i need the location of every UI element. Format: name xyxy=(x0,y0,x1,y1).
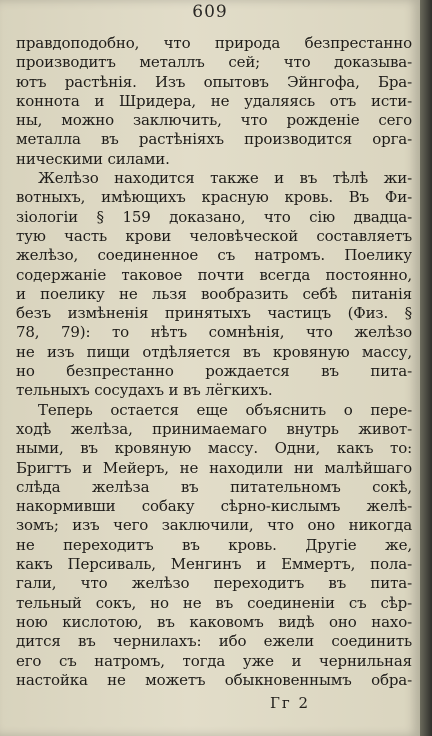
text-line: желѣзо, соединенное съ натромъ. Поелику xyxy=(16,246,412,265)
text-line: ходѣ желѣза, принимаемаго внутрь живот- xyxy=(16,419,412,438)
text-line: зомъ; изъ чего заключили, что оно никогда xyxy=(16,516,412,535)
text-line: ною кислотою, въ каковомъ видѣ оно нахо- xyxy=(16,612,412,631)
text-line: 78, 79): то нѣтъ сомнѣнія, что желѣзо xyxy=(16,323,412,342)
text-line: какъ Персиваль, Менгинъ и Еммертъ, пола- xyxy=(16,555,412,574)
text-line: Теперь остается еще объяснить о пере- xyxy=(38,400,412,419)
text-line: Бригтъ и Мейеръ, не находили ни малѣйшаго xyxy=(16,458,412,477)
text-line: но безпрестанно рождается въ пита- xyxy=(16,362,412,381)
text-line: его съ натромъ, тогда уже и чернильная xyxy=(16,651,412,670)
text-line: ническими силами. xyxy=(16,149,170,168)
text-line: безъ измѣненія принятыхъ частицъ (Физ. § xyxy=(16,304,412,323)
text-line: вотныхъ, имѣющихъ красную кровь. Въ Фи- xyxy=(16,188,412,207)
text-line: Желѣзо находится также и въ тѣлѣ жи- xyxy=(38,169,412,188)
text-line: гали, что желѣзо переходитъ въ пита- xyxy=(16,574,412,593)
page-body-text xyxy=(16,34,412,690)
page-number: 609 xyxy=(192,2,228,22)
text-line: содержаніе таковое почти всегда постоянно, xyxy=(16,265,412,284)
text-line: ютъ растѣнія. Изъ опытовъ Эйнгофа, Бра- xyxy=(16,72,412,91)
text-line: дится въ чернилахъ: ибо ежели соединить xyxy=(16,632,412,651)
text-line: не переходитъ въ кровь. Другіе же, xyxy=(16,535,412,554)
text-line: металла въ растѣніяхъ производится орга- xyxy=(16,130,412,149)
text-line: слѣда желѣза въ питательномъ сокѣ, xyxy=(16,477,412,496)
text-line: производитъ металлъ сей; что доказыва- xyxy=(16,53,412,72)
text-line: не изъ пищи отдѣляется въ кровяную массу, xyxy=(16,342,412,361)
printer-signature-mark: Гг 2 xyxy=(270,694,311,712)
text-line: настойка не можетъ обыкновеннымъ обра- xyxy=(16,670,412,689)
text-line: правдоподобно, что природа безпрестанно xyxy=(16,34,412,52)
book-spine-edge xyxy=(420,0,432,736)
text-line: и поелику не льзя вообразить себѣ питанія xyxy=(16,284,412,303)
text-line: тельныхъ сосудахъ и въ лёгкихъ. xyxy=(16,381,273,400)
text-line: ны, можно заключить, что рожденіе сего xyxy=(16,111,412,130)
text-line: тую часть крови человѣческой составляетъ xyxy=(16,226,412,245)
text-line: тельный сокъ, но не въ соединеніи съ сѣр- xyxy=(16,593,412,612)
text-line: ными, въ кровяную массу. Одни, какъ то: xyxy=(16,439,412,458)
text-line: зіологіи § 159 доказано, что сію двадца- xyxy=(16,207,412,226)
text-line: коннота и Шридера, не удаляясь отъ исти- xyxy=(16,91,412,110)
text-line: накормивши собаку сѣрно-кислымъ желѣ- xyxy=(16,497,412,516)
